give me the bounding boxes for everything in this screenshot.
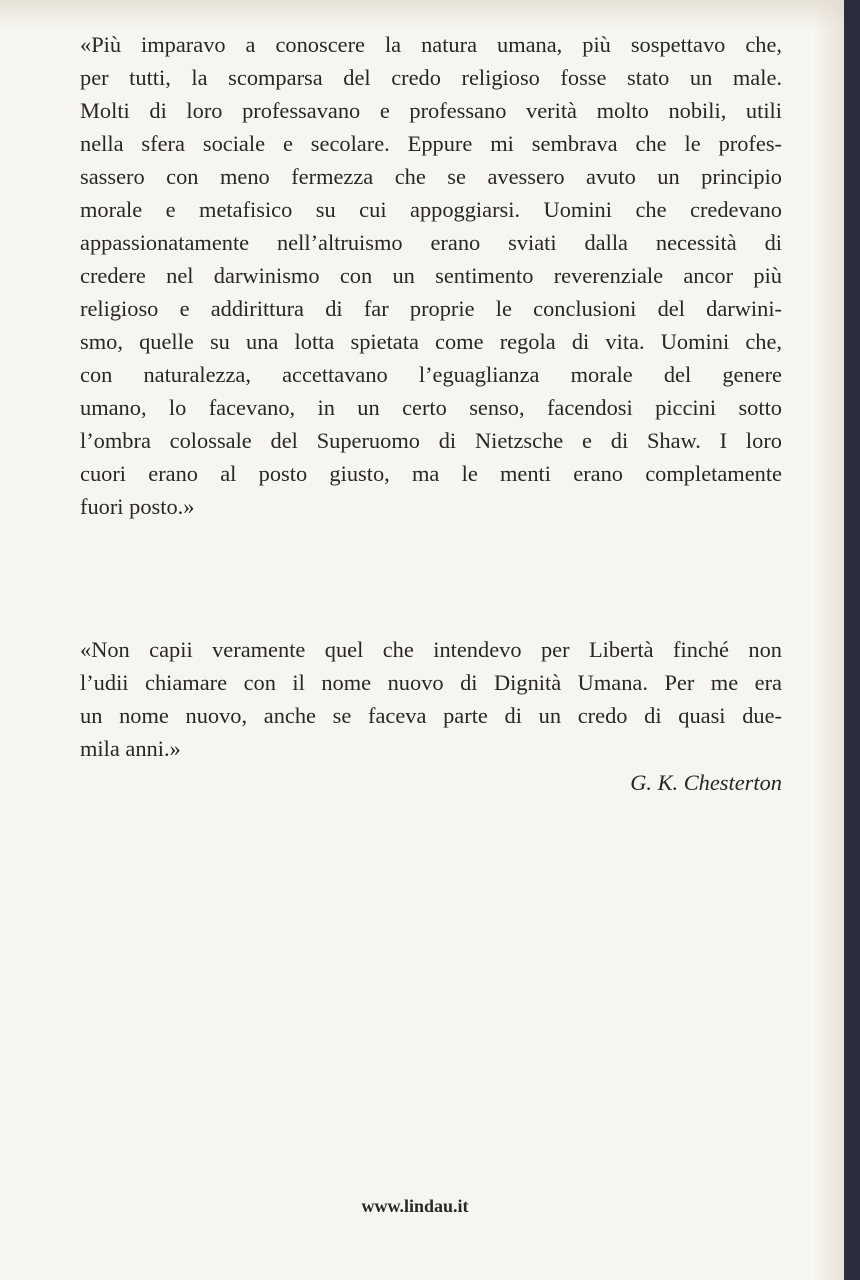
scan-shadow [0,0,860,30]
text-line: un nome nuovo, anche se faceva parte di un credo di quasi due- [80,703,782,728]
text-line: «Non capii veramente quel che intendevo per Libertà finché non [80,637,782,662]
text-line: morale e metafisico su cui appoggiarsi. Uomini che credevano [80,197,782,222]
quote-paragraph-1 [80,28,782,523]
text-line: cuori erano al posto giusto, ma le menti erano completamente [80,461,782,486]
text-line: appassionatamente nell’altruismo erano sviati dalla necessità di [80,230,782,255]
text-line: l’udii chiamare con il nome nuovo di Dignità Umana. Per me era [80,670,782,695]
quote-paragraph-2 [80,633,782,765]
text-line: nella sfera sociale e secolare. Eppure mi sembrava che le profes- [80,131,782,156]
text-line: sassero con meno fermezza che se avessero avuto un principio [80,164,782,189]
book-spine-edge [844,0,860,1280]
text-line: Molti di loro professavano e professano verità molto nobili, utili [80,98,782,123]
text-line: mila anni.» [80,736,181,761]
text-line: religioso e addirittura di far proprie le conclusioni del darwini- [80,296,782,321]
text-line: l’ombra colossale del Superuomo di Nietzsche e di Shaw. I loro [80,428,782,453]
text-line: credere nel darwinismo con un sentimento reverenziale ancor più [80,263,782,288]
text-line: «Più imparavo a conoscere la natura umana, più sospettavo che, [80,32,782,57]
text-line: fuori posto.» [80,494,195,519]
publisher-website: www.lindau.it [361,1196,469,1216]
text-line: umano, lo facevano, in un certo senso, facendosi piccini sotto [80,395,782,420]
text-line: smo, quelle su una lotta spietata come regola di vita. Uomini che, [80,329,782,354]
spine-shadow [814,0,844,1280]
text-line: con naturalezza, accettavano l’eguaglianza morale del genere [80,362,782,387]
quote-author: G. K. Chesterton [630,770,782,795]
text-line: per tutti, la scomparsa del credo religioso fosse stato un male. [80,65,782,90]
